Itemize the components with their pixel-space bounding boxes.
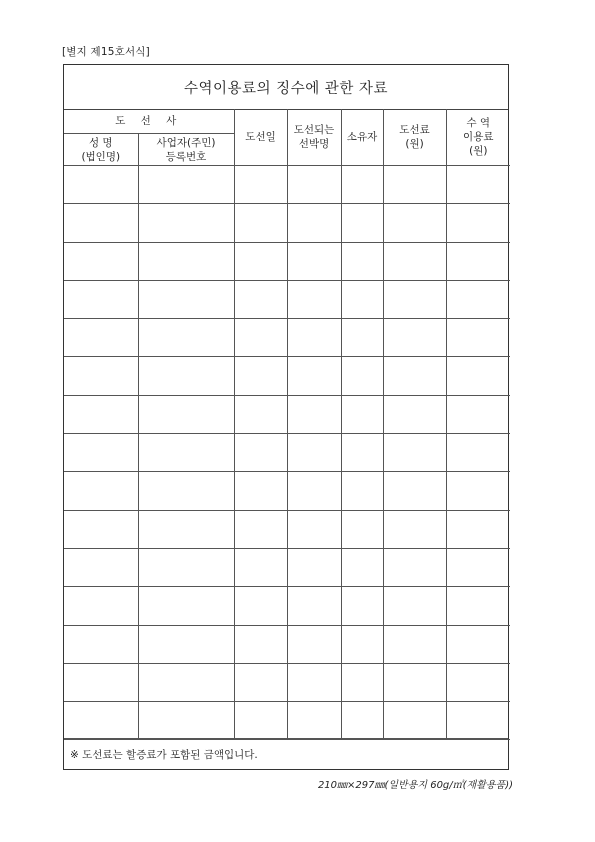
- table-cell[interactable]: [446, 395, 510, 433]
- table-cell[interactable]: [234, 702, 287, 740]
- table-cell[interactable]: [446, 625, 510, 663]
- table-cell[interactable]: [383, 395, 446, 433]
- table-cell[interactable]: [341, 472, 383, 510]
- table-cell[interactable]: [287, 548, 341, 586]
- form-number-label: [별지 제15호서식]: [62, 46, 150, 58]
- table-cell[interactable]: [383, 548, 446, 586]
- table-cell[interactable]: [446, 357, 510, 395]
- table-cell[interactable]: [446, 319, 510, 357]
- table-cell[interactable]: [341, 510, 383, 548]
- table-cell[interactable]: [341, 166, 383, 204]
- table-cell[interactable]: [446, 472, 510, 510]
- table-cell[interactable]: [138, 395, 234, 433]
- table-cell[interactable]: [234, 625, 287, 663]
- table-cell[interactable]: [138, 434, 234, 472]
- table-cell[interactable]: [287, 434, 341, 472]
- table-row: [64, 587, 510, 625]
- table-cell[interactable]: [234, 357, 287, 395]
- table-cell[interactable]: [446, 548, 510, 586]
- table-cell[interactable]: [64, 280, 138, 318]
- table-cell[interactable]: [383, 204, 446, 242]
- table-cell[interactable]: [138, 510, 234, 548]
- table-cell[interactable]: [64, 242, 138, 280]
- table-cell[interactable]: [287, 242, 341, 280]
- table-row: [64, 280, 510, 318]
- table-row: [64, 625, 510, 663]
- table-cell[interactable]: [446, 702, 510, 740]
- table-cell[interactable]: [234, 166, 287, 204]
- table-cell[interactable]: [341, 395, 383, 433]
- table-cell[interactable]: [138, 663, 234, 701]
- table-row: [64, 166, 510, 204]
- header-registration-number: 사업자(주민) 등록번호: [138, 134, 234, 166]
- table-row: [64, 434, 510, 472]
- table-row: [64, 395, 510, 433]
- table-cell[interactable]: [287, 472, 341, 510]
- table-cell[interactable]: [446, 280, 510, 318]
- table-cell[interactable]: [64, 548, 138, 586]
- table-row: [64, 242, 510, 280]
- table-cell[interactable]: [138, 548, 234, 586]
- table-cell[interactable]: [446, 242, 510, 280]
- header-water-use-fee: 수 역 이용료 (원): [446, 109, 510, 166]
- table-row: [64, 663, 510, 701]
- table-cell[interactable]: [234, 663, 287, 701]
- table-cell[interactable]: [64, 625, 138, 663]
- table-cell[interactable]: [383, 434, 446, 472]
- table-cell[interactable]: [383, 587, 446, 625]
- table-row: [64, 472, 510, 510]
- table-cell[interactable]: [138, 587, 234, 625]
- table-cell[interactable]: [64, 510, 138, 548]
- table-cell[interactable]: [341, 434, 383, 472]
- table-cell[interactable]: [341, 242, 383, 280]
- table-cell[interactable]: [64, 395, 138, 433]
- table-row: [64, 357, 510, 395]
- table-cell[interactable]: [138, 204, 234, 242]
- table-cell[interactable]: [446, 587, 510, 625]
- table-cell[interactable]: [64, 434, 138, 472]
- table-cell[interactable]: [341, 702, 383, 740]
- data-table: [64, 109, 510, 740]
- header-consignor-group: 도 선 사: [64, 109, 234, 134]
- table-cell[interactable]: [64, 587, 138, 625]
- table-cell[interactable]: [383, 702, 446, 740]
- table-cell[interactable]: [341, 663, 383, 701]
- header-name: 성 명 (법인명): [64, 134, 138, 166]
- table-cell[interactable]: [446, 510, 510, 548]
- table-cell[interactable]: [341, 357, 383, 395]
- table-cell[interactable]: [341, 548, 383, 586]
- table-cell[interactable]: [64, 702, 138, 740]
- table-cell[interactable]: [446, 663, 510, 701]
- table-cell[interactable]: [287, 319, 341, 357]
- table-cell[interactable]: [287, 166, 341, 204]
- table-cell[interactable]: [64, 204, 138, 242]
- table-row: [64, 548, 510, 586]
- footnote: ※ 도선료는 할증료가 포함된 금액입니다.: [64, 738, 508, 769]
- table-cell[interactable]: [234, 204, 287, 242]
- table-cell[interactable]: [287, 625, 341, 663]
- table-cell[interactable]: [383, 242, 446, 280]
- table-cell[interactable]: [383, 319, 446, 357]
- table-cell[interactable]: [138, 357, 234, 395]
- table-cell[interactable]: [287, 204, 341, 242]
- table-cell[interactable]: [341, 587, 383, 625]
- table-cell[interactable]: [64, 319, 138, 357]
- table-cell[interactable]: [341, 625, 383, 663]
- table-cell[interactable]: [287, 357, 341, 395]
- form-frame: [63, 64, 509, 770]
- table-cell[interactable]: [446, 166, 510, 204]
- table-cell[interactable]: [234, 434, 287, 472]
- table-cell[interactable]: [383, 663, 446, 701]
- table-row: [64, 510, 510, 548]
- table-cell[interactable]: [64, 357, 138, 395]
- table-cell[interactable]: [138, 280, 234, 318]
- table-cell[interactable]: [287, 510, 341, 548]
- table-cell[interactable]: [64, 472, 138, 510]
- table-row: [64, 319, 510, 357]
- table-cell[interactable]: [287, 280, 341, 318]
- table-cell[interactable]: [383, 166, 446, 204]
- table-cell[interactable]: [64, 166, 138, 204]
- table-cell[interactable]: [383, 280, 446, 318]
- table-cell[interactable]: [341, 319, 383, 357]
- table-cell[interactable]: [341, 204, 383, 242]
- table-cell[interactable]: [138, 472, 234, 510]
- table-cell[interactable]: [446, 204, 510, 242]
- table-cell[interactable]: [383, 625, 446, 663]
- table-cell[interactable]: [138, 319, 234, 357]
- table-row: [64, 702, 510, 740]
- table-cell[interactable]: [138, 242, 234, 280]
- table-cell[interactable]: [234, 472, 287, 510]
- table-cell[interactable]: [234, 587, 287, 625]
- table-cell[interactable]: [138, 625, 234, 663]
- table-cell[interactable]: [383, 357, 446, 395]
- table-cell[interactable]: [341, 280, 383, 318]
- table-cell[interactable]: [287, 663, 341, 701]
- table-cell[interactable]: [287, 587, 341, 625]
- table-cell[interactable]: [234, 395, 287, 433]
- header-pilot-fee: 도선료 (원): [383, 109, 446, 166]
- table-cell[interactable]: [287, 702, 341, 740]
- header-pilot-date: 도선일: [234, 109, 287, 166]
- table-cell[interactable]: [234, 242, 287, 280]
- table-cell[interactable]: [234, 319, 287, 357]
- paper-spec: 210㎜×297㎜(일반용지 60g/㎡(재활용품)): [317, 780, 513, 791]
- table-row: [64, 204, 510, 242]
- table-cell[interactable]: [138, 702, 234, 740]
- table-cell[interactable]: [383, 510, 446, 548]
- form-title: 수역이용료의 징수에 관한 자료: [64, 65, 508, 110]
- table-cell[interactable]: [234, 280, 287, 318]
- table-cell[interactable]: [234, 548, 287, 586]
- table-cell[interactable]: [383, 472, 446, 510]
- table-cell[interactable]: [287, 395, 341, 433]
- table-cell[interactable]: [234, 510, 287, 548]
- header-vessel-name: 도선되는 선박명: [287, 109, 341, 166]
- table-cell[interactable]: [446, 434, 510, 472]
- table-cell[interactable]: [138, 166, 234, 204]
- header-owner: 소유자: [341, 109, 383, 166]
- table-cell[interactable]: [64, 663, 138, 701]
